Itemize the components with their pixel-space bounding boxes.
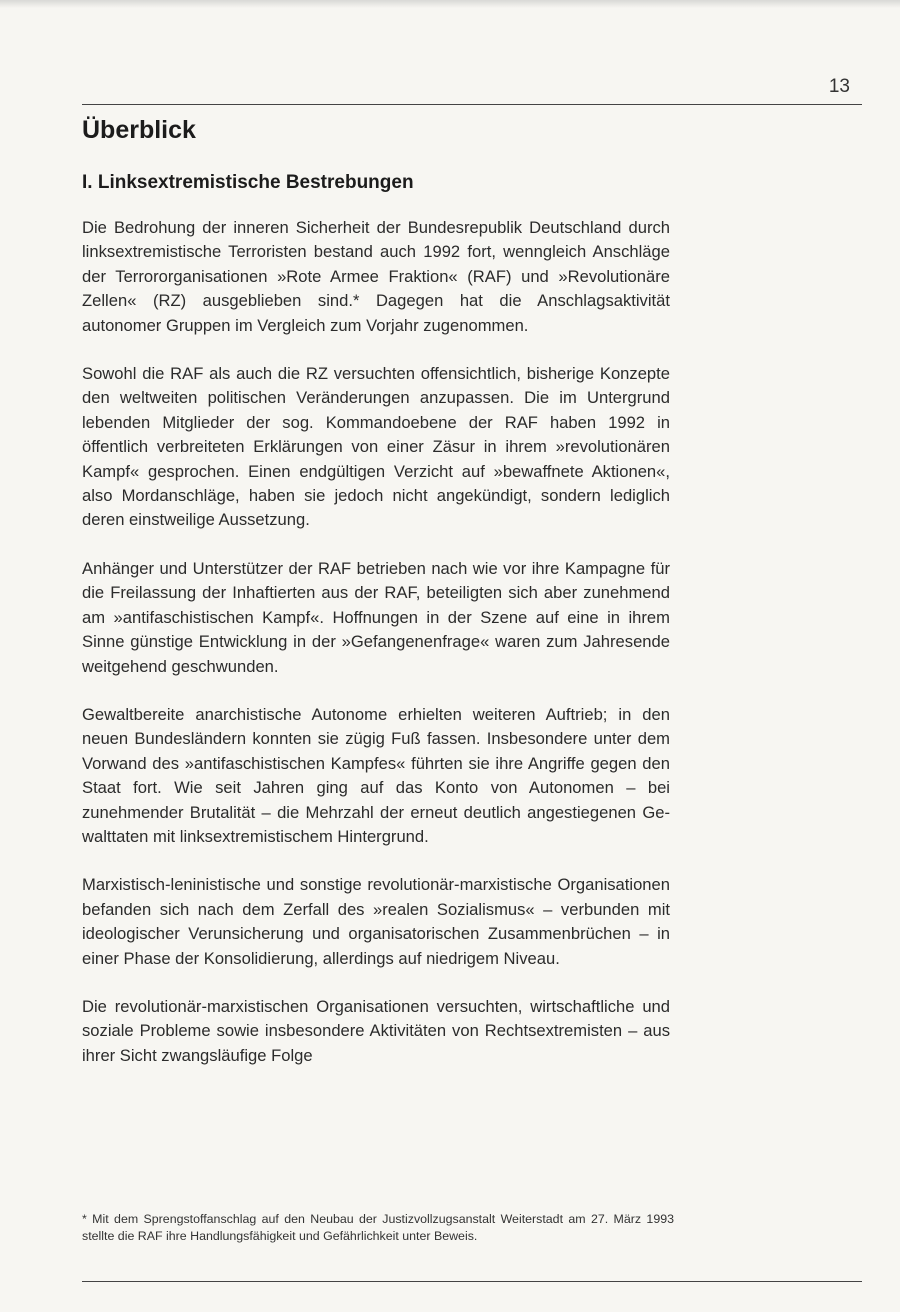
- scan-edge-shadow: [0, 0, 900, 8]
- paragraph-5: Marxistisch-leninistische und sonstige revolutionär-marxistische Organisationen befanden sich nach dem Zerfall des »realen Sozialismus« – verbunden mit ideologischer Verunsicherung und organisatorischen Zusammenbrüchen – in einer Phase der Konsolidierung, allerdings auf niedrigem Niveau.: [82, 875, 670, 968]
- body-text: [82, 216, 670, 1092]
- page-number: 13: [828, 76, 850, 97]
- paragraph-3: Anhänger und Unterstützer der RAF betrieben nach wie vor ihre Kampagne für die Freilassung der Inhaftierten aus der RAF, beteiligten sich aber zunehmend am »antifaschistischen Kampf«. Hoffnungen in der Szene auf eine in ihrem Sinne günstige Entwicklung in der »Gefangenenfrage« waren zum Jahresende weitgehend geschwunden.: [82, 558, 670, 676]
- header-rule: [82, 104, 862, 105]
- page-title: Überblick: [82, 116, 196, 144]
- section-heading: I. Linksextremistische Bestrebungen: [82, 172, 414, 193]
- paragraph-1: Die Bedrohung der inneren Sicherheit der Bundesrepublik Deutschland durch linksextremistische Terroristen bestand auch 1992 fort, wenngleich Anschläge der Terrororganisationen »Rote Armee Fraktion« (RAF) und »Revolutionäre Zellen« (RZ) ausgeblieben sind.* Dagegen hat die Anschlagsaktivität autonomer Gruppen im Vergleich zum Vorjahr zugenommen.: [82, 218, 670, 335]
- paragraph-2: Sowohl die RAF als auch die RZ versuchten offensichtlich, bisherige Konzepte den weltweiten politischen Veränderungen anzupassen. Die im Untergrund lebenden Mitglieder der sog. Kommandoebene der RAF haben 1992 in öffentlich verbreiteten Erklärungen von einer Zäsur in ihrem »revolutionären Kampf« gesprochen. Einen endgültigen Verzicht auf »bewaffnete Aktionen«, also Mordanschläge, haben sie jedoch nicht angekündigt, sondern lediglich deren einstweilige Aussetzung.: [82, 364, 670, 530]
- paragraph-4: Gewaltbereite anarchistische Autonome erhielten weiteren Auftrieb; in den neuen Bundesländern konnten sie zügig Fuß fassen. Insbesondere unter dem Vorwand des »antifaschistischen Kampfes« führten sie ihre Angriffe gegen den Staat fort. Wie seit Jahren ging auf das Konto von Autonomen – bei zunehmender Brutalität – die Mehrzahl der erneut deutlich angestiegenen Gewalttaten mit linksextremistischem Hintergrund.: [82, 704, 670, 846]
- paragraph-6: Die revolutionär-marxistischen Organisationen versuchten, wirtschaftliche und soziale Probleme sowie insbesondere Aktivitäten von Rechtsextremisten – aus ihrer Sicht zwangsläufige Folge: [82, 996, 670, 1065]
- footer-rule: [82, 1281, 862, 1282]
- footnote: * Mit dem Sprengstoffanschlag auf den Neubau der Justizvollzugsanstalt Weiterstadt am 27. März 1993 stellte die RAF ihre Handlungsfähigkeit und Gefährlichkeit unter Beweis.: [82, 1212, 674, 1243]
